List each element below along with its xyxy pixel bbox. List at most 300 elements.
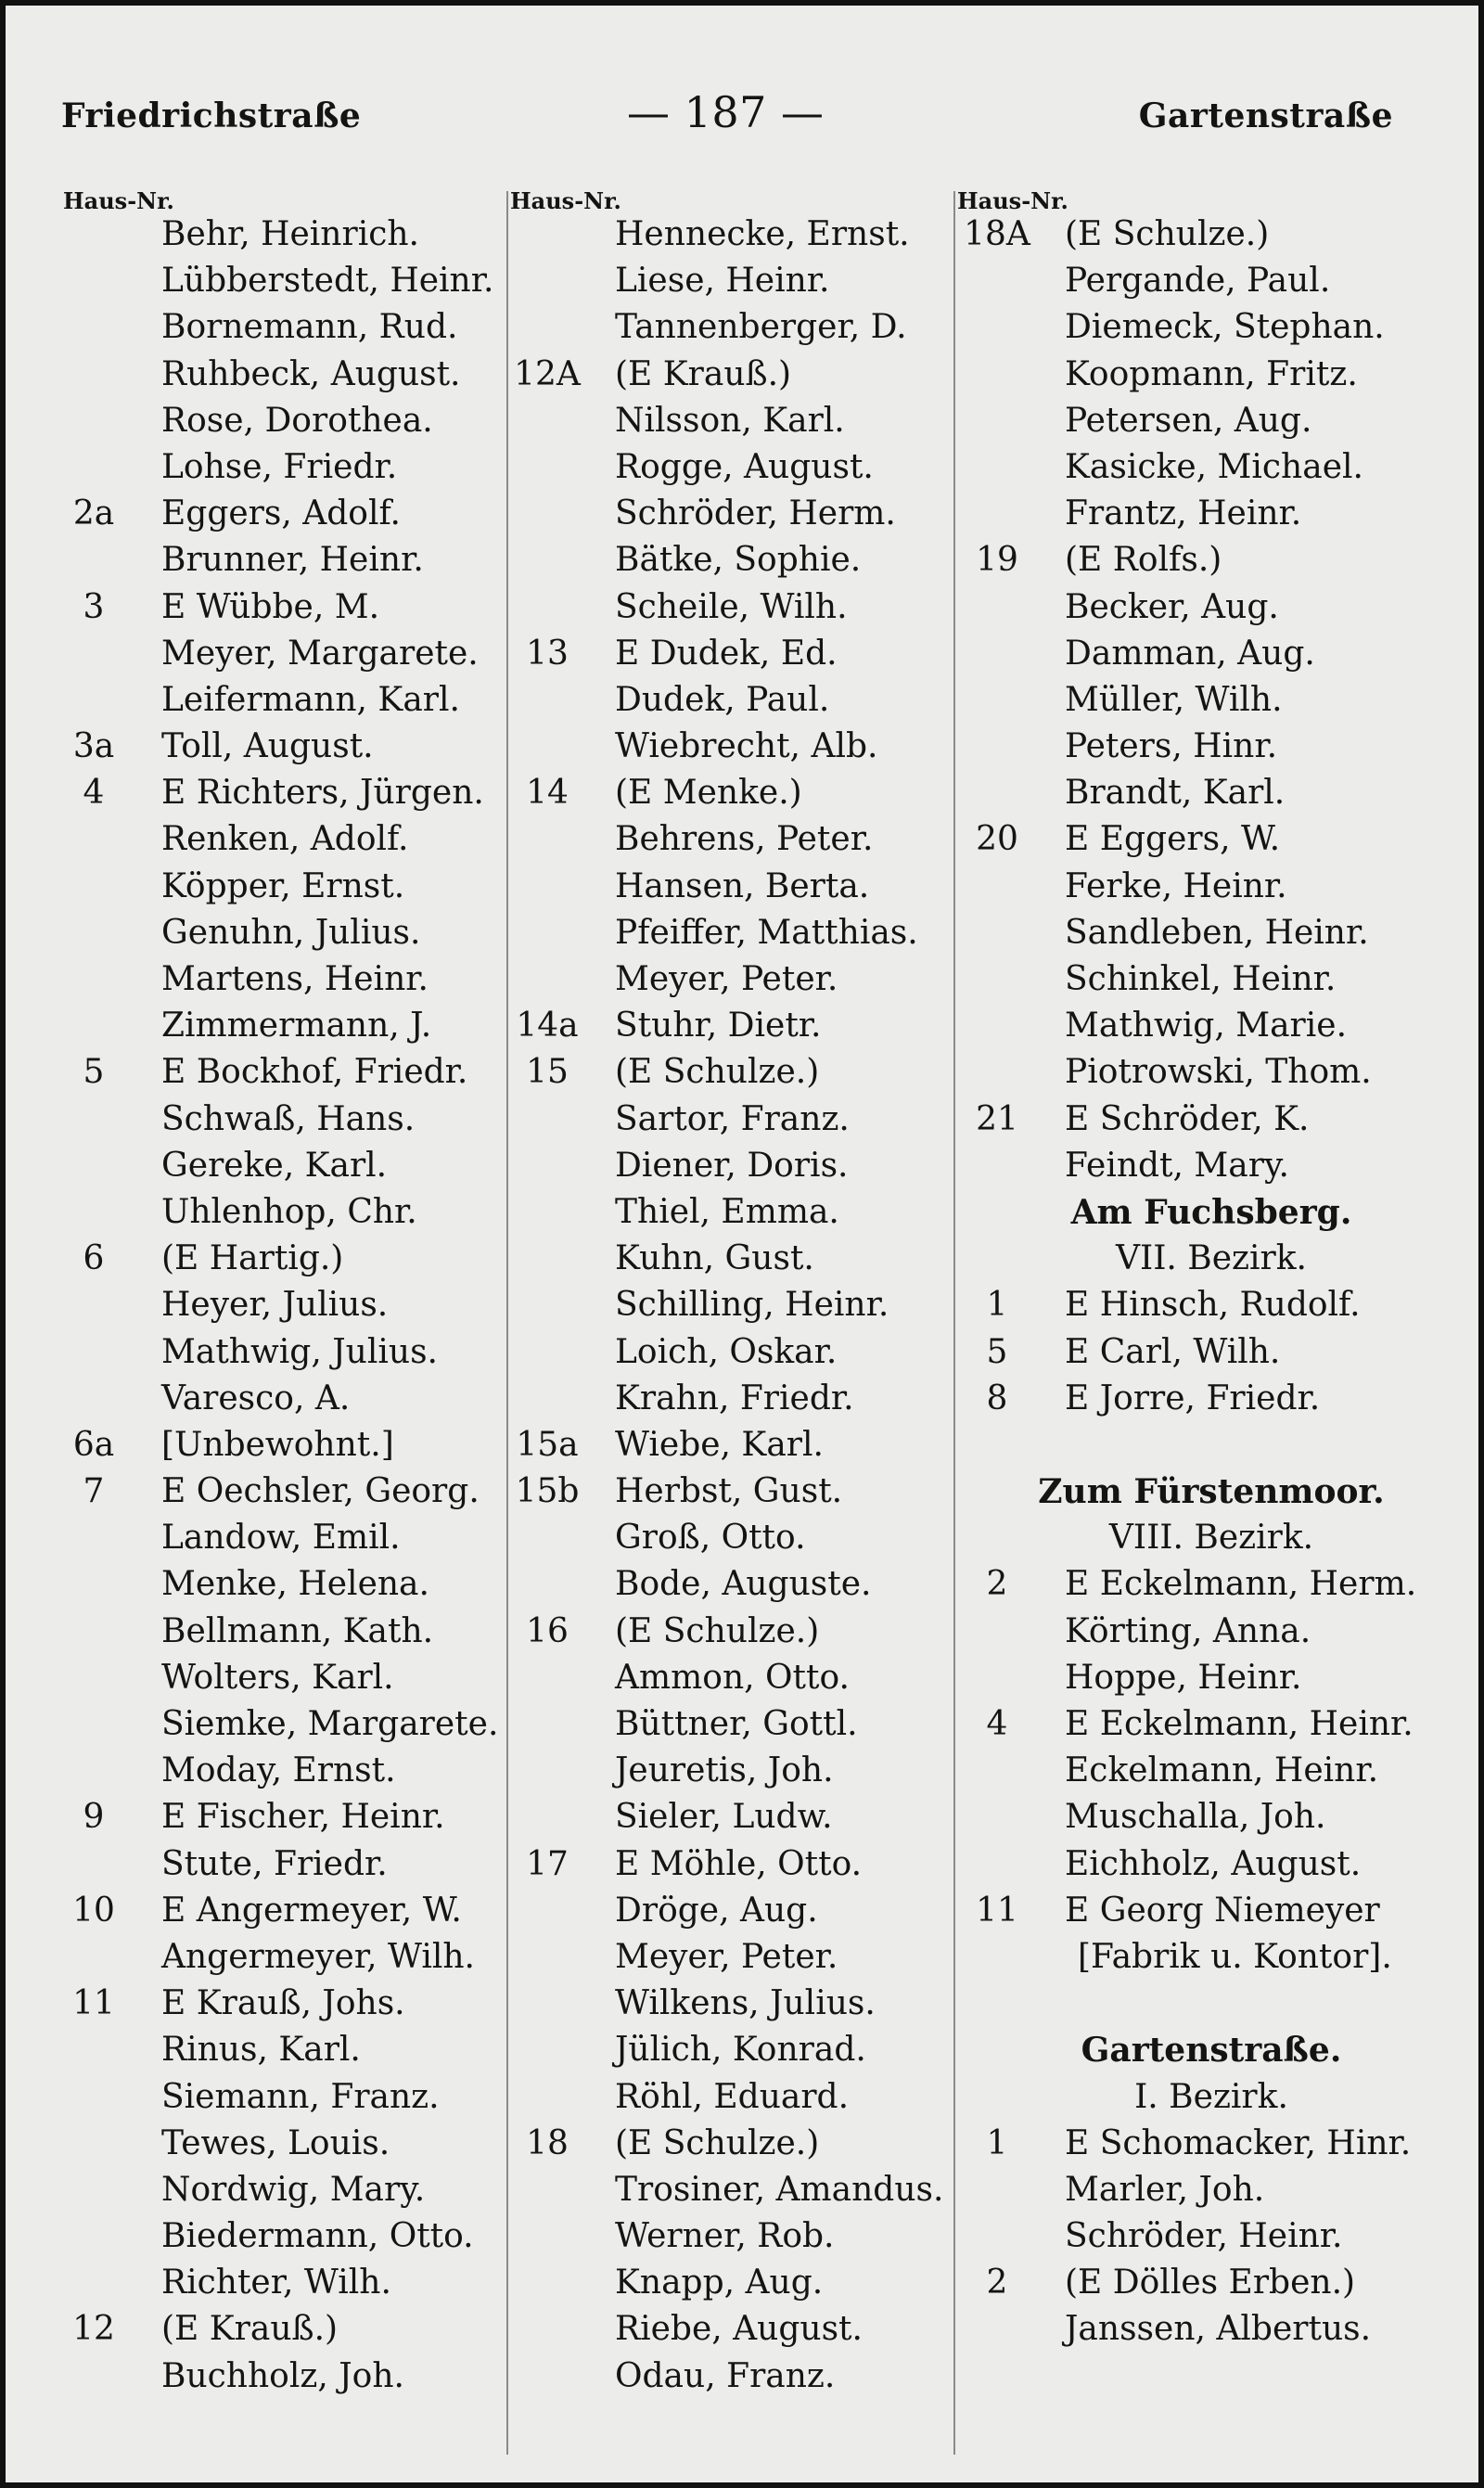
directory-entry [58, 537, 512, 584]
resident-name: Siemann, Franz. [161, 2077, 440, 2116]
page-number: — 187 — [627, 87, 825, 137]
directory-entry [961, 491, 1462, 537]
directory-entry [961, 2306, 1462, 2353]
directory-entry [511, 2121, 962, 2167]
resident-name: E Richters, Jürgen. [161, 774, 484, 813]
directory-entry [58, 2167, 512, 2213]
resident-name: Müller, Wilh. [1065, 680, 1283, 719]
resident-name: Lohse, Friedr. [161, 447, 398, 486]
spacer [961, 1422, 1462, 1468]
directory-entry [58, 212, 512, 258]
house-number: 16 [526, 1611, 569, 1650]
house-number: 5 [83, 1053, 105, 1092]
resident-name: Bornemann, Rud. [161, 308, 458, 347]
column-3 [961, 212, 1462, 2353]
column-header-3: Haus-Nr. [957, 187, 1068, 214]
house-number: 6a [72, 1425, 115, 1464]
house-number: 15b [515, 1472, 580, 1511]
directory-entry [961, 1794, 1462, 1840]
street-name: Gartenstraße. [1081, 2031, 1342, 2071]
resident-name: Schinkel, Heinr. [1065, 960, 1337, 998]
resident-name: Hansen, Berta. [615, 866, 870, 905]
column-1 [58, 212, 512, 2400]
house-number: 9 [83, 1798, 105, 1837]
directory-entry [961, 398, 1462, 444]
directory-entry [58, 398, 512, 444]
house-number: 12 [72, 2310, 115, 2349]
directory-entry [511, 398, 962, 444]
resident-name: Wiebe, Karl. [615, 1425, 824, 1464]
resident-name: Tannenberger, D. [615, 308, 907, 347]
resident-name: Büttner, Gottl. [615, 1705, 858, 1743]
directory-entry [961, 212, 1462, 258]
directory-entry [961, 1841, 1462, 1888]
resident-name: Marler, Joh. [1065, 2170, 1265, 2209]
resident-name: Menke, Helena. [161, 1565, 429, 1604]
directory-entry [511, 491, 962, 537]
house-number: 1 [986, 1286, 1008, 1325]
directory-entry [58, 1422, 512, 1468]
resident-name: Rose, Dorothea. [161, 401, 433, 440]
directory-entry [961, 631, 1462, 677]
directory-entry [511, 770, 962, 816]
resident-name: Jeuretis, Joh. [615, 1751, 834, 1790]
resident-name: Hennecke, Ernst. [615, 215, 910, 253]
directory-entry [961, 352, 1462, 398]
directory-entry [58, 1236, 512, 1282]
resident-name: Sandleben, Heinr. [1065, 913, 1369, 952]
resident-name: Bode, Auguste. [615, 1565, 872, 1604]
directory-entry [961, 1003, 1462, 1049]
resident-name: E Angermeyer, W. [161, 1891, 462, 1930]
resident-name: Damman, Aug. [1065, 634, 1315, 673]
directory-entry [511, 1609, 962, 1655]
resident-name: (E Schulze.) [1065, 215, 1270, 253]
directory-entry [961, 1701, 1462, 1748]
resident-name: Koopmann, Fritz. [1065, 354, 1358, 393]
directory-entry [58, 491, 512, 537]
directory-entry [511, 2260, 962, 2306]
resident-name: Kuhn, Gust. [615, 1239, 814, 1278]
house-number: 14 [526, 774, 569, 813]
directory-entry [58, 816, 512, 863]
resident-name: Richter, Wilh. [161, 2264, 391, 2302]
resident-name: E Wübbe, M. [161, 587, 380, 626]
resident-name: E Jorre, Friedr. [1065, 1379, 1321, 1417]
directory-entry [58, 1376, 512, 1422]
resident-name: Liese, Heinr. [615, 262, 830, 301]
directory-entry [511, 1376, 962, 1422]
directory-entry [961, 1888, 1462, 1934]
resident-name: Ruhbeck, August. [161, 354, 461, 393]
resident-name: Mathwig, Marie. [1065, 1007, 1348, 1045]
resident-name: (E Rolfs.) [1065, 541, 1222, 580]
directory-entry [511, 1282, 962, 1328]
resident-name: Rogge, August. [615, 447, 874, 486]
resident-name: Ammon, Otto. [615, 1658, 850, 1697]
house-number: 11 [72, 1984, 115, 2023]
directory-entry [58, 304, 512, 351]
directory-entry [58, 770, 512, 816]
resident-name: [Fabrik u. Kontor]. [1078, 1937, 1392, 1976]
directory-entry [511, 864, 962, 910]
resident-name: Behrens, Peter. [615, 820, 874, 859]
directory-entry [58, 677, 512, 724]
house-number: 3a [72, 727, 115, 766]
running-head-right: Gartenstraße [1138, 96, 1393, 135]
resident-name: Siemke, Margarete. [161, 1705, 499, 1743]
resident-name: E Oechsler, Georg. [161, 1472, 480, 1511]
directory-entry [511, 1561, 962, 1608]
resident-name: Rinus, Karl. [161, 2031, 361, 2070]
resident-name: Janssen, Albertus. [1065, 2310, 1372, 2349]
resident-name: Sieler, Ludw. [615, 1798, 833, 1837]
directory-entry [511, 1888, 962, 1934]
resident-name: Schwaß, Hans. [161, 1099, 416, 1138]
resident-name: Gereke, Karl. [161, 1146, 388, 1185]
directory-entry [511, 1655, 962, 1701]
column-header-1: Haus-Nr. [63, 187, 174, 214]
directory-entry [511, 1841, 962, 1888]
directory-entry [511, 212, 962, 258]
house-number: 21 [976, 1099, 1018, 1138]
resident-name: Knapp, Aug. [615, 2264, 824, 2302]
resident-name: Köpper, Ernst. [161, 866, 405, 905]
directory-entry [58, 352, 512, 398]
resident-name: Krahn, Friedr. [615, 1379, 854, 1417]
resident-name: Eckelmann, Heinr. [1065, 1751, 1379, 1790]
directory-entry [58, 1701, 512, 1748]
directory-entry [961, 1376, 1462, 1422]
resident-name: Schröder, Herm. [615, 494, 896, 533]
resident-name: Scheile, Wilh. [615, 587, 848, 626]
resident-name: Groß, Otto. [615, 1519, 806, 1558]
directory-entry [511, 258, 962, 304]
resident-name: Wiebrecht, Alb. [615, 727, 878, 766]
column-2 [511, 212, 962, 2400]
house-number: 14a [516, 1007, 579, 1045]
resident-name: Herbst, Gust. [615, 1472, 843, 1511]
resident-name: Wilkens, Julius. [615, 1984, 876, 2023]
resident-name: Werner, Rob. [615, 2217, 835, 2256]
resident-name: (E Schulze.) [615, 1611, 820, 1650]
house-number: 3 [83, 587, 105, 626]
house-number: 15 [526, 1053, 569, 1092]
resident-name: (E Krauß.) [161, 2310, 339, 2349]
directory-entry [511, 1236, 962, 1282]
directory-entry [961, 584, 1462, 631]
resident-name: E Dudek, Ed. [615, 634, 838, 673]
directory-entry [961, 444, 1462, 491]
directory-entry [58, 2074, 512, 2121]
directory-entry [58, 724, 512, 770]
resident-name: Dudek, Paul. [615, 680, 830, 719]
resident-name: Buchholz, Joh. [161, 2356, 404, 2395]
directory-entry [511, 1329, 962, 1376]
resident-name: Frantz, Heinr. [1065, 494, 1302, 533]
resident-name: (E Dölles Erben.) [1065, 2264, 1356, 2302]
resident-name: Jülich, Konrad. [615, 2031, 866, 2070]
resident-name: E Schomacker, Hinr. [1065, 2123, 1412, 2162]
directory-entry [961, 1282, 1462, 1328]
resident-name: Körting, Anna. [1065, 1611, 1311, 1650]
directory-entry [58, 1143, 512, 1189]
district-label: VII. Bezirk. [1115, 1239, 1308, 1278]
house-number: 2 [986, 1565, 1008, 1604]
resident-name: Uhlenhop, Chr. [161, 1192, 417, 1231]
resident-name: Zimmermann, J. [161, 1007, 432, 1045]
house-number: 7 [83, 1472, 105, 1511]
resident-name: E Möhle, Otto. [615, 1844, 863, 1883]
resident-name: E Fischer, Heinr. [161, 1798, 445, 1837]
street-name: Zum Fürstenmoor. [1038, 1472, 1385, 1512]
directory-entry [511, 352, 962, 398]
directory-entry [58, 444, 512, 491]
directory-entry [961, 956, 1462, 1003]
house-number: 19 [976, 541, 1018, 580]
resident-name: (E Krauß.) [615, 354, 792, 393]
directory-entry [58, 1609, 512, 1655]
directory-entry [511, 1422, 962, 1468]
resident-name: (E Hartig.) [161, 1239, 344, 1278]
house-number: 18 [526, 2123, 569, 2162]
resident-name: E Schröder, K. [1065, 1099, 1310, 1138]
house-number: 4 [83, 774, 105, 813]
resident-name: Nordwig, Mary. [161, 2170, 426, 2209]
resident-name: Lübberstedt, Heinr. [161, 262, 494, 301]
directory-entry [58, 2213, 512, 2260]
house-number: 12A [514, 354, 581, 393]
directory-entry [58, 1748, 512, 1794]
directory-entry [961, 1329, 1462, 1376]
directory-entry [511, 1701, 962, 1748]
resident-name: Piotrowski, Thom. [1065, 1053, 1372, 1092]
resident-name: Behr, Heinrich. [161, 215, 419, 253]
resident-name: E Georg Niemeyer [1065, 1891, 1380, 1930]
resident-name: Moday, Ernst. [161, 1751, 396, 1790]
column-header-2: Haus-Nr. [510, 187, 621, 214]
resident-name: Schilling, Heinr. [615, 1286, 889, 1325]
directory-entry [961, 258, 1462, 304]
house-number: 17 [526, 1844, 569, 1883]
house-number: 2 [986, 2264, 1008, 2302]
directory-entry [58, 1841, 512, 1888]
resident-name: Becker, Aug. [1065, 587, 1279, 626]
directory-entry [511, 1097, 962, 1143]
resident-name: Genuhn, Julius. [161, 913, 421, 952]
directory-entry [58, 1468, 512, 1515]
directory-entry [961, 537, 1462, 584]
directory-entry [58, 584, 512, 631]
spacer [961, 1981, 1462, 2027]
directory-entry [511, 1748, 962, 1794]
house-number: 1 [986, 2123, 1008, 2162]
resident-name: Muschalla, Joh. [1065, 1798, 1326, 1837]
directory-entry [511, 1189, 962, 1236]
house-number: 4 [986, 1705, 1008, 1743]
resident-name: Brandt, Karl. [1065, 774, 1286, 813]
directory-entry [961, 770, 1462, 816]
running-head-left: Friedrichstraße [61, 96, 362, 135]
district-heading [961, 2074, 1462, 2121]
directory-entry [511, 1515, 962, 1561]
directory-entry [961, 2213, 1462, 2260]
resident-name: Martens, Heinr. [161, 960, 429, 998]
directory-entry [961, 1049, 1462, 1096]
resident-name: Bellmann, Kath. [161, 1611, 434, 1650]
resident-name: Trosiner, Amandus. [615, 2170, 944, 2209]
directory-entry [58, 1189, 512, 1236]
resident-name: Pfeiffer, Matthias. [615, 913, 918, 952]
directory-entry [58, 2353, 512, 2400]
directory-entry [961, 1143, 1462, 1189]
resident-name: Sartor, Franz. [615, 1099, 850, 1138]
directory-entry [58, 1097, 512, 1143]
house-number: 15a [516, 1425, 579, 1464]
directory-entry [961, 2167, 1462, 2213]
directory-entry [511, 584, 962, 631]
resident-name: Varesco, A. [161, 1379, 351, 1417]
resident-name: Dröge, Aug. [615, 1891, 818, 1930]
directory-entry [961, 1748, 1462, 1794]
resident-name: E Eggers, W. [1065, 820, 1281, 859]
house-number: 5 [986, 1332, 1008, 1371]
directory-entry [58, 1934, 512, 1981]
resident-name: E Eckelmann, Herm. [1065, 1565, 1417, 1604]
house-number: 20 [976, 820, 1018, 859]
directory-entry [961, 1655, 1462, 1701]
resident-name: Kasicke, Michael. [1065, 447, 1363, 486]
resident-name: Nilsson, Karl. [615, 401, 845, 440]
resident-name: Meyer, Peter. [615, 1937, 838, 1976]
directory-entry [511, 1003, 962, 1049]
directory-entry [511, 956, 962, 1003]
district-heading [961, 1515, 1462, 1561]
resident-name: Brunner, Heinr. [161, 541, 424, 580]
resident-name: (E Schulze.) [615, 1053, 820, 1092]
directory-entry [58, 1329, 512, 1376]
house-number: 2a [72, 494, 115, 533]
directory-entry [961, 1097, 1462, 1143]
resident-name: E Krauß, Johs. [161, 1984, 405, 2023]
directory-entry [58, 1282, 512, 1328]
district-label: I. Bezirk. [1134, 2077, 1288, 2116]
directory-entry [511, 2027, 962, 2073]
resident-name: Hoppe, Heinr. [1065, 1658, 1302, 1697]
resident-name: (E Schulze.) [615, 2123, 820, 2162]
resident-name: E Eckelmann, Heinr. [1065, 1705, 1414, 1743]
resident-name: Odau, Franz. [615, 2356, 836, 2395]
resident-name: Landow, Emil. [161, 1519, 401, 1558]
house-number: 10 [72, 1891, 115, 1930]
directory-entry [511, 2306, 962, 2353]
district-label: VIII. Bezirk. [1108, 1519, 1314, 1558]
directory-entry [511, 1049, 962, 1096]
page [6, 6, 1478, 2482]
house-number: 8 [986, 1379, 1008, 1417]
directory-entry [58, 1561, 512, 1608]
directory-entry [961, 304, 1462, 351]
resident-name: Diemeck, Stephan. [1065, 308, 1385, 347]
resident-name: Ferke, Heinr. [1065, 866, 1287, 905]
directory-entry [961, 910, 1462, 956]
resident-name: Stute, Friedr. [161, 1844, 388, 1883]
directory-entry [58, 1888, 512, 1934]
directory-entry [961, 724, 1462, 770]
resident-name: Leifermann, Karl. [161, 680, 460, 719]
directory-entry [511, 2167, 962, 2213]
resident-name: Röhl, Eduard. [615, 2077, 850, 2116]
directory-entry [58, 1981, 512, 2027]
directory-entry [961, 1609, 1462, 1655]
resident-name: E Hinsch, Rudolf. [1065, 1286, 1361, 1325]
resident-name: Heyer, Julius. [161, 1286, 389, 1325]
directory-entry [511, 444, 962, 491]
directory-entry [58, 1655, 512, 1701]
resident-name: Riebe, August. [615, 2310, 863, 2349]
resident-name: E Bockhof, Friedr. [161, 1053, 468, 1092]
directory-entry [511, 724, 962, 770]
resident-name: Bätke, Sophie. [615, 541, 862, 580]
house-number: 18A [964, 215, 1030, 253]
directory-entry [58, 2260, 512, 2306]
directory-entry [961, 816, 1462, 863]
directory-entry [961, 1561, 1462, 1608]
directory-entry [961, 2260, 1462, 2306]
resident-name: Stuhr, Dietr. [615, 1007, 822, 1045]
resident-name: [Unbewohnt.] [161, 1425, 394, 1464]
directory-entry [511, 910, 962, 956]
resident-name: Schröder, Heinr. [1065, 2217, 1343, 2256]
directory-entry [511, 2074, 962, 2121]
resident-name: Eggers, Adolf. [161, 494, 401, 533]
directory-entry [58, 2121, 512, 2167]
directory-entry [511, 816, 962, 863]
directory-entry [58, 2306, 512, 2353]
resident-name: Toll, August. [161, 727, 374, 766]
street-heading [961, 1468, 1462, 1515]
directory-entry [58, 258, 512, 304]
directory-entry [961, 677, 1462, 724]
directory-entry [511, 677, 962, 724]
street-heading [961, 2027, 1462, 2073]
directory-entry [961, 2121, 1462, 2167]
directory-entry [511, 1143, 962, 1189]
resident-name: Renken, Adolf. [161, 820, 409, 859]
directory-entry [961, 1934, 1462, 1981]
directory-entry [511, 537, 962, 584]
resident-name: Petersen, Aug. [1065, 401, 1312, 440]
resident-name: Feindt, Mary. [1065, 1146, 1289, 1185]
directory-entry [511, 1468, 962, 1515]
resident-name: Peters, Hinr. [1065, 727, 1278, 766]
resident-name: Biedermann, Otto. [161, 2217, 474, 2256]
house-number: 6 [83, 1239, 105, 1278]
resident-name: E Carl, Wilh. [1065, 1332, 1281, 1371]
district-heading [961, 1236, 1462, 1282]
street-name: Am Fuchsberg. [1070, 1192, 1352, 1232]
directory-entry [511, 2353, 962, 2400]
resident-name: Thiel, Emma. [615, 1192, 839, 1231]
directory-entry [58, 956, 512, 1003]
directory-entry [961, 864, 1462, 910]
directory-entry [511, 2213, 962, 2260]
directory-entry [58, 864, 512, 910]
street-heading [961, 1189, 1462, 1236]
directory-entry [511, 1981, 962, 2027]
directory-entry [58, 1794, 512, 1840]
directory-entry [58, 910, 512, 956]
